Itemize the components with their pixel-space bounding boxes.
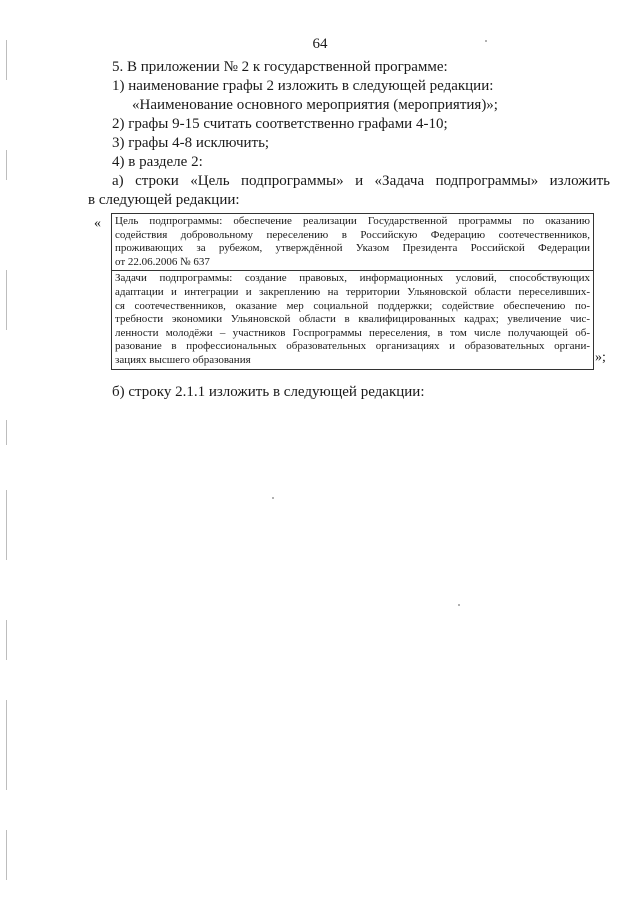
page-number: 64 — [312, 36, 328, 52]
goal-cell — [112, 214, 593, 270]
scan-edge-mark — [6, 40, 7, 80]
task-row: разование в профессиональных образовательных организациях и образовательных органи- — [115, 340, 590, 353]
scan-speck — [458, 604, 460, 606]
task-row: Задачи подпрограммы: создание правовых, информационных условий, способствующих — [115, 272, 590, 285]
scan-edge-mark — [6, 490, 7, 560]
item-4: 4) в разделе 2: — [112, 154, 203, 170]
goal-row: содействия добровольному переселению в Российскую Федерацию соотечественников, — [115, 228, 590, 241]
closing-quote: »; — [595, 350, 606, 365]
item-1-new-name: «Наименование основного мероприятия (мероприятия)»; — [132, 97, 498, 113]
goal-row: проживающих за рубежом, утверждённой Указом Президента Российской Федерации — [115, 242, 590, 255]
scan-speck — [272, 497, 274, 499]
task-row: ленности молодёжи – участников Госпрограммы переселения, в том числе получающей об- — [115, 326, 590, 339]
item-5: 5. В приложении № 2 к государственной программе: — [112, 59, 448, 75]
item-2: 2) графы 9-15 считать соответственно графами 4-10; — [112, 116, 448, 132]
para-a-line2: в следующей редакции: — [88, 192, 240, 208]
item-3: 3) графы 4-8 исключить; — [112, 135, 270, 151]
task-row: ся соотечественников, оказание мер социальной поддержки; содействие обеспечению по- — [115, 299, 590, 312]
tasks-cell — [112, 270, 593, 368]
para-b: б) строку 2.1.1 изложить в следующей редакции: — [112, 384, 425, 400]
scan-edge-mark — [6, 700, 7, 790]
item-1: 1) наименование графы 2 изложить в следующей редакции: — [112, 78, 494, 94]
task-row: адаптации и интеграции и закреплению на территории Ульяновской области переселивших- — [115, 285, 590, 298]
scan-edge-mark — [6, 420, 7, 445]
scan-edge-mark — [6, 830, 7, 880]
task-row: требности экономики Ульяновской области в квалифицированных кадрах; увеличение чис- — [115, 313, 590, 326]
scan-edge-mark — [6, 620, 7, 660]
opening-quote: « — [94, 216, 101, 231]
scan-edge-mark — [6, 150, 7, 180]
amendment-text — [88, 58, 610, 210]
goal-row: Цель подпрограммы: обеспечение реализации Государственной программы по оказанию — [115, 215, 590, 227]
scan-edge-mark — [6, 270, 7, 330]
scan-speck — [485, 40, 487, 42]
goal-row: от 22.06.2006 № 637 — [115, 255, 210, 268]
subprogram-table — [111, 213, 594, 370]
para-a-line1: а) строки «Цель подпрограммы» и «Задача подпрограммы» изложить — [112, 173, 610, 189]
task-row: зациях высшего образования — [115, 353, 251, 366]
